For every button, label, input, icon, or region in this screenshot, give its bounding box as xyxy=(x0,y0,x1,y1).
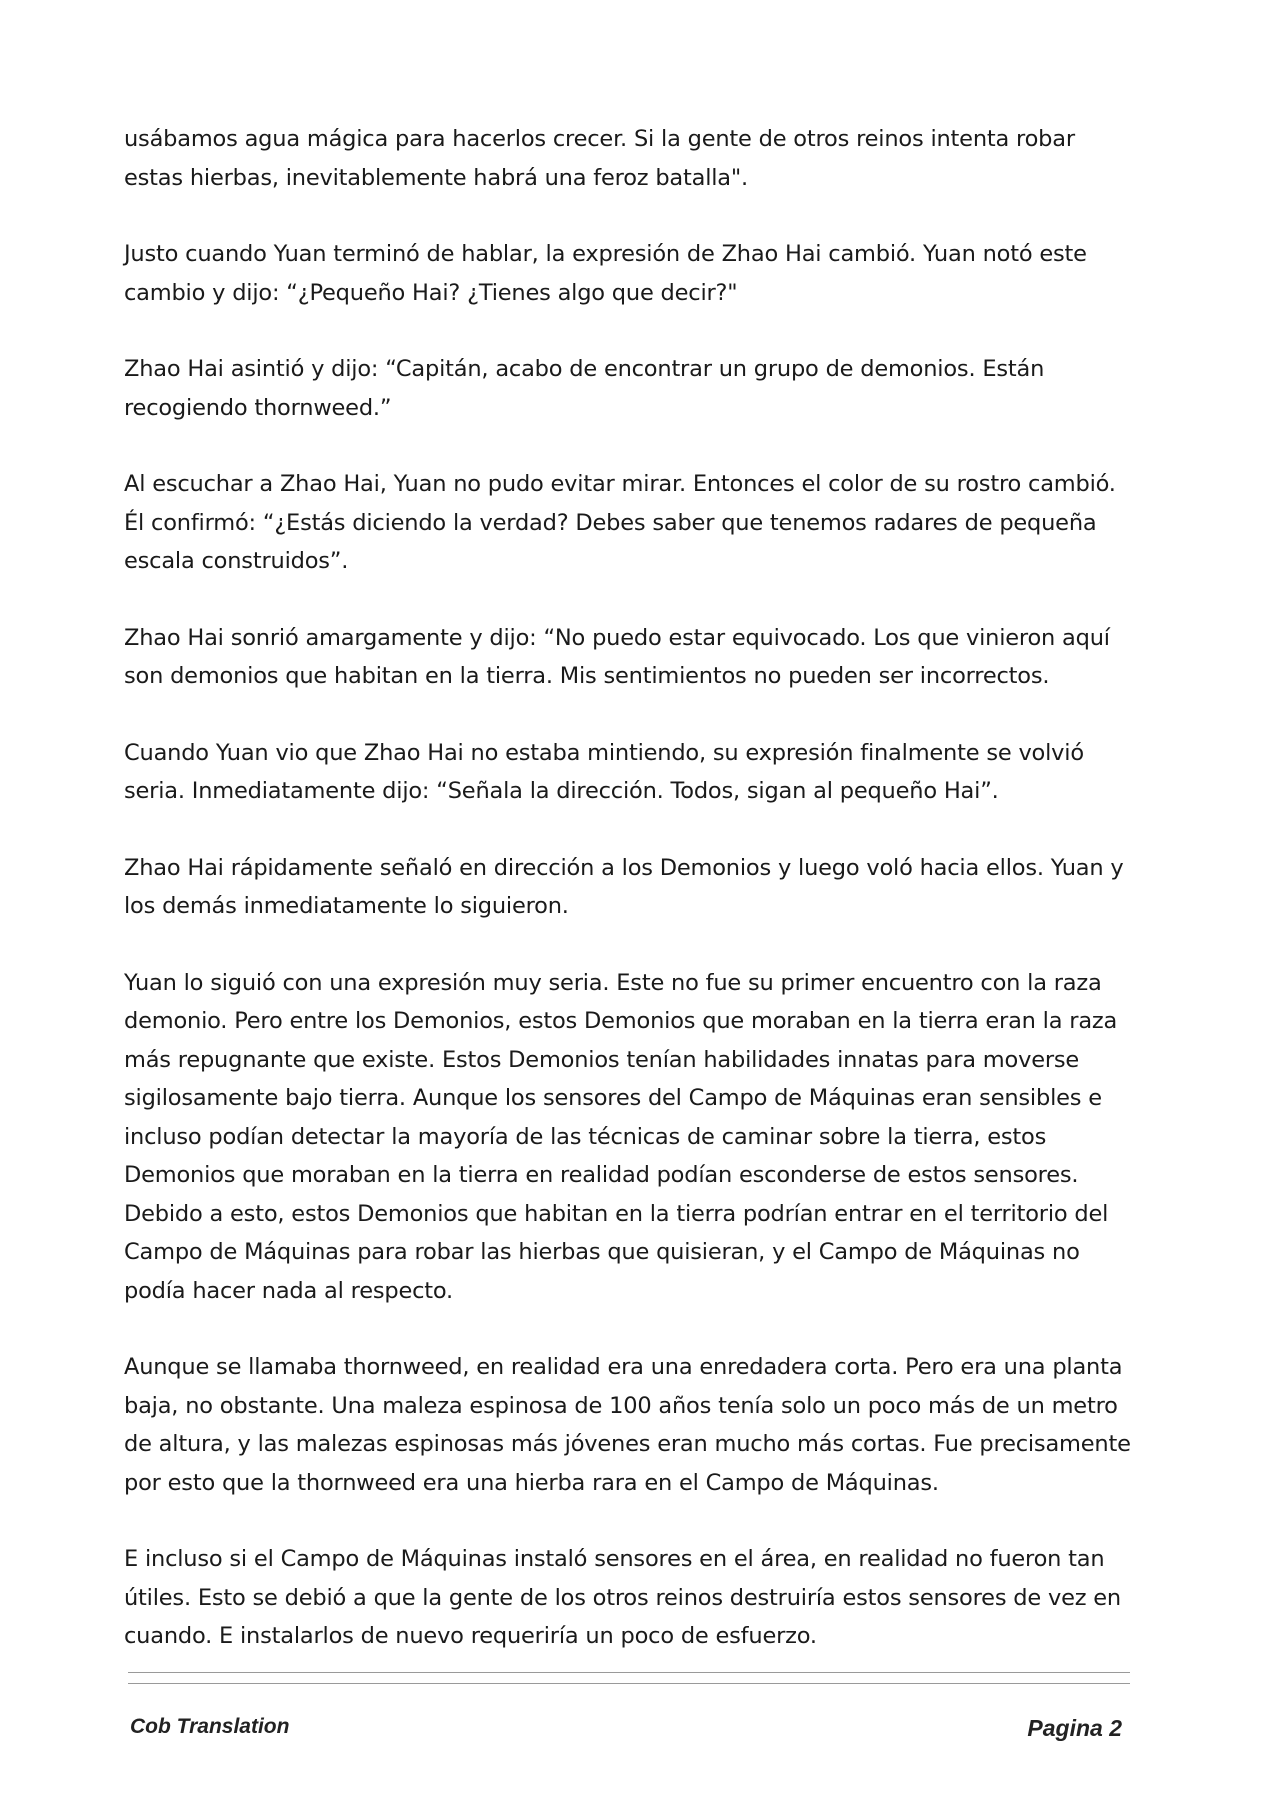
paragraph-8: Yuan lo siguió con una expresión muy seria. Este no fue su primer encuentro con la raza demonio. Pero entre los Demonios, estos Demonios que moraban en la tierra eran la raza más repugnante que existe. Estos Demonios tenían habilidades innatas para moverse sigilosamente bajo tierra. Aunque los sensores del Campo de Máquinas eran sensibles e incluso podían detectar la mayoría de las técnicas de caminar sobre la tierra, estos Demonios que moraban en la tierra en realidad podían esconderse de estos sensores. Debido a esto, estos Demonios que habitan en la tierra podrían entrar en el territorio del Campo de Máquinas para robar las hierbas que quisieran, y el Campo de Máquinas no podía hacer nada al respecto. xyxy=(124,969,1118,1304)
paragraph-7: Zhao Hai rápidamente señaló en dirección a los Demonios y luego voló hacia ellos. Yuan y los demás inmediatamente lo siguieron. xyxy=(124,854,1124,919)
body-text xyxy=(124,120,1134,1694)
paragraph-2: Justo cuando Yuan terminó de hablar, la expresión de Zhao Hai cambió. Yuan notó este cambio y dijo: “¿Pequeño Hai? ¿Tienes algo que decir?" xyxy=(124,241,1087,306)
paragraph-4: Al escuchar a Zhao Hai, Yuan no pudo evitar mirar. Entonces el color de su rostro cambió. Él confirmó: “¿Estás diciendo la verdad? Debes saber que tenemos radares de pequeña escala construidos”. xyxy=(124,471,1116,574)
paragraph-3: Zhao Hai asintió y dijo: “Capitán, acabo de encontrar un grupo de demonios. Están recogiendo thornweed.” xyxy=(124,356,1045,421)
footer-page-number: Pagina 2 xyxy=(1027,1715,1122,1741)
footer-translator: Cob Translation xyxy=(130,1715,290,1738)
paragraph-10: E incluso si el Campo de Máquinas instaló sensores en el área, en realidad no fueron tan útiles. Esto se debió a que la gente de los otros reinos destruiría estos sensores de vez en cuando. E instalarlos de nuevo requeriría un poco de esfuerzo. xyxy=(124,1546,1121,1649)
paragraph-5: Zhao Hai sonrió amargamente y dijo: “No puedo estar equivocado. Los que vinieron aquí son demonios que habitan en la tierra. Mis sentimientos no pueden ser incorrectos. xyxy=(124,624,1110,689)
paragraph-6: Cuando Yuan vio que Zhao Hai no estaba mintiendo, su expresión finalmente se volvió seria. Inmediatamente dijo: “Señala la dirección. Todos, sigan al pequeño Hai”. xyxy=(124,739,1084,804)
paragraph-1: usábamos agua mágica para hacerlos crecer. Si la gente de otros reinos intenta robar estas hierbas, inevitablemente habrá una feroz batalla". xyxy=(124,126,1075,191)
footer-divider-bottom xyxy=(128,1683,1130,1684)
footer-divider-top xyxy=(128,1672,1130,1673)
paragraph-9: Aunque se llamaba thornweed, en realidad era una enredadera corta. Pero era una planta baja, no obstante. Una maleza espinosa de 100 años tenía solo un poco más de un metro de altura, y las malezas espinosas más jóvenes eran mucho más cortas. Fue precisamente por esto que la thornweed era una hierba rara en el Campo de Máquinas. xyxy=(124,1354,1131,1496)
